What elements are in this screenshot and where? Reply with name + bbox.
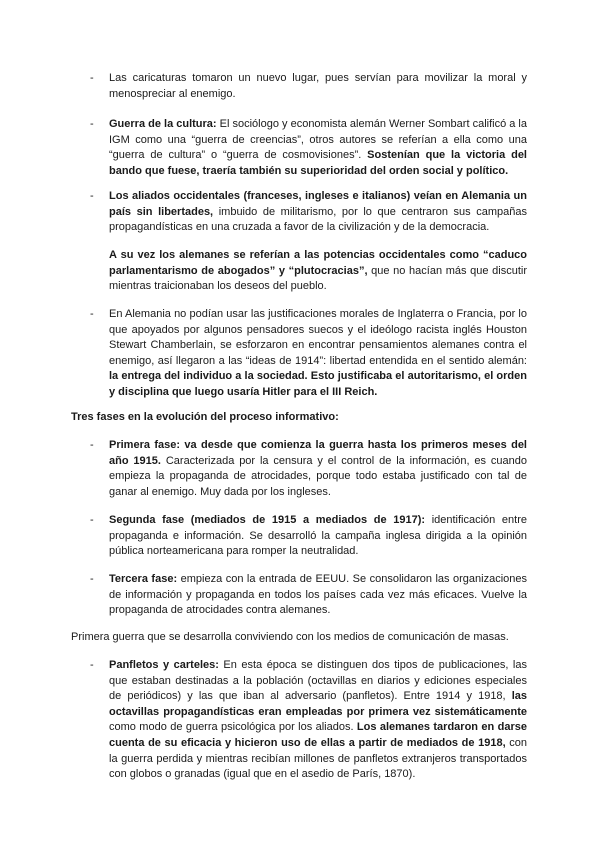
text-run: El sociólogo y economista alemán Werner Sombart calificó a la IGM como una “guerra de creencias”, otros autores se referían a ella como una “guerra de cultura” o “guerra de cosmovisiones”. [109,118,527,162]
text-run: identificación entre propaganda e información. Se desarrolló la campaña inglesa dirigida a la opinión pública norteamericana para romper la neutralidad. [109,514,528,558]
text-run: con la guerra perdida y mientras recibían millones de panfletos extranjeros transportados con globos o granadas (igual que en el asedio de París, 1870). [109,736,528,781]
heading-tres-fases: Tres fases en la evolución del proceso informativo: [71,411,339,423]
bullet-guerra-cultura-text [109,117,527,179]
bullet-aliados-text [109,189,527,236]
paragraph-alemanes [109,248,527,295]
bullet-primera-fase-text [109,438,527,500]
bold-text-run: Guerra de la cultura: [109,118,217,130]
text-run: En Alemania no podían usar las justificaciones morales de Inglaterra o Francia, por lo que apoyados por algunos pensadores suecos y el ideólogo racista inglés Houston Stewart Chamberlain, se esforzaron en encontrar pensamientos alemanes contra el enemigo, así llegaron a las “ideas de 1914”: libertad entendida en el sentido alemán: [109,308,527,367]
bullet-dash: - [90,308,94,320]
bold-text-run: A su vez los alemanes se referían a las potencias occidentales como “caduco parlamentarismo de abogados” y “plutocracias”, [109,249,527,277]
bullet-segunda-fase-text [109,513,527,560]
bullet-dash: - [90,573,94,585]
text-run: Caracterizada por la censura y el control de la información, es cuando empieza la propaganda de atrocidades, porque todo estaba justificado con tal de ganar al enemigo. Muy dada por los ingleses. [109,454,528,498]
bullet-dash: - [90,659,94,671]
text-run: que no hacían más que discutir mientras traicionaban los deseos del pueblo. [109,264,527,293]
bullet-dash: - [90,72,94,84]
bold-text-run: Los aliados occidentales (franceses, ingleses e italianos) veían en Alemania un país sin libertades, [109,190,527,218]
bullet-dash: - [90,190,94,202]
text-run: empieza con la entrada de EEUU. Se consolidaron las organizaciones de información y propaganda en todos los países cada vez más eficaces. Vuelve la propaganda de atrocidades contra alemanes. [109,573,528,617]
bold-text-run: Los alemanes tardaron en darse cuenta de su eficacia y hicieron uso de ellas a partir de mediados de 1918, [109,721,527,749]
bullet-tercera-fase-text [109,572,527,619]
bullet-dash: - [90,514,94,526]
bold-text-run: Sostenían que la victoria del bando que fuese, traería también su superioridad del orden social y político. [109,149,527,177]
text-run: como modo de guerra psicológica por los aliados. [109,721,357,734]
bold-text-run: la entrega del individuo a la sociedad. Esto justificaba el autoritarismo, el orden y disciplina que luego usaría Hitler para el III Reich. [109,370,527,398]
bold-text-run: Primera fase: va desde que comienza la guerra hasta los primeros meses del año 1915. [109,439,527,467]
bullet-panfletos-text [109,658,527,783]
text-run: imbuido de militarismo, por lo que centraron sus campañas propagandísticas en una cruzada a favor de la civilización y de la democracia. [109,205,527,234]
bold-text-run: Tercera fase: [109,573,178,585]
bullet-alemania-text [109,307,527,401]
bold-text-run: Segunda fase (mediados de 1915 a mediados de 1917): [109,514,426,526]
text-run: Las caricaturas tomaron un nuevo lugar, pues servían para movilizar la moral y menospreciar al enemigo. [109,72,527,100]
bullet-dash: - [90,439,94,451]
bold-text-run: Panfletos y carteles: [109,659,219,671]
bullet-caricaturas-text [109,71,527,102]
mass-media-line: Primera guerra que se desarrolla conviviendo con los medios de comunicación de masas. [71,631,509,643]
text-run: En esta época se distinguen dos tipos de publicaciones, las que estaban destinadas a la población (octavillas en diarios y ediciones especiales de periódicos) y las que iban al adversario (panfletos). Entre 1914 y 1918, [109,659,527,703]
bullet-dash: - [90,118,94,130]
bold-text-run: las octavillas propagandísticas eran empleadas por primera vez sistemáticamente [109,690,527,718]
